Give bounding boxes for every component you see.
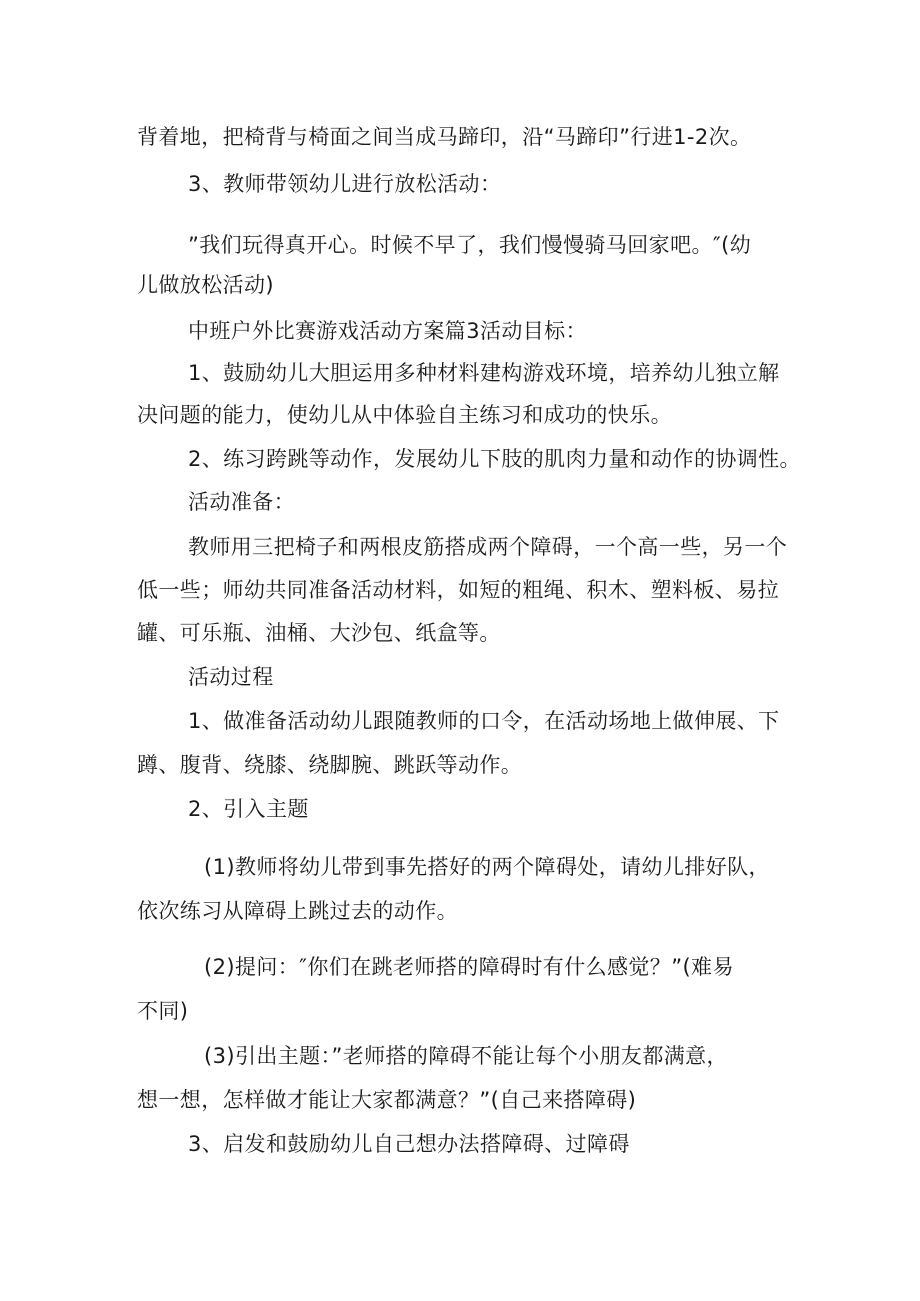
section-heading: 活动过程 bbox=[188, 665, 274, 689]
text-line: 儿做放松活动) bbox=[137, 273, 274, 297]
text-line: 2、引入主题 bbox=[188, 797, 309, 821]
text-line: 2、练习跨跳等动作，发展幼儿下肢的肌肉力量和动作的协调性。 bbox=[188, 447, 801, 471]
text-line: (1)教师将幼儿带到事先搭好的两个障碍处，请幼儿排好队， bbox=[204, 855, 770, 879]
text-line: 教师用三把椅子和两根皮筋搭成两个障碍，一个高一些，另一个 bbox=[188, 535, 788, 559]
section-heading: 中班户外比赛游戏活动方案篇3活动目标： bbox=[188, 319, 587, 343]
text-line: 蹲、腹背、绕膝、绕脚腕、跳跃等动作。 bbox=[137, 753, 523, 777]
text-line: ”我们玩得真开心。时候不早了，我们慢慢骑马回家吧。″(幼 bbox=[188, 233, 752, 257]
text-line: 决问题的能力，使幼儿从中体验自主练习和成功的快乐。 bbox=[137, 403, 672, 427]
text-line: 想一想，怎样做才能让大家都满意？”(自己来搭障碍) bbox=[137, 1088, 637, 1112]
text-line: 1、鼓励幼儿大胆运用多种材料建构游戏环境，培养幼儿独立解 bbox=[188, 361, 780, 385]
text-line: 1、做准备活动幼儿跟随教师的口令，在活动场地上做伸展、下 bbox=[188, 709, 780, 733]
text-line: 3、教师带领幼儿进行放松活动： bbox=[188, 172, 502, 196]
text-line: 低一些；师幼共同准备活动材料，如短的粗绳、积木、塑料板、易拉 bbox=[137, 578, 779, 602]
text-line: (3)引出主题：”老师搭的障碍不能让每个小朋友都满意， bbox=[204, 1044, 728, 1068]
text-line: 依次练习从障碍上跳过去的动作。 bbox=[137, 899, 458, 923]
text-line: 不同) bbox=[137, 999, 189, 1023]
text-line: 罐、可乐瓶、油桶、大沙包、纸盒等。 bbox=[137, 621, 501, 645]
text-line: (2)提问：″你们在跳老师搭的障碍时有什么感觉？”(难易 bbox=[204, 955, 734, 979]
section-heading: 活动准备： bbox=[188, 490, 295, 514]
text-line: 背着地，把椅背与椅面之间当成马蹄印，沿“马蹄印”行进1-2次。 bbox=[137, 125, 752, 149]
text-line: 3、启发和鼓励幼儿自己想办法搭障碍、过障碍 bbox=[188, 1132, 630, 1156]
